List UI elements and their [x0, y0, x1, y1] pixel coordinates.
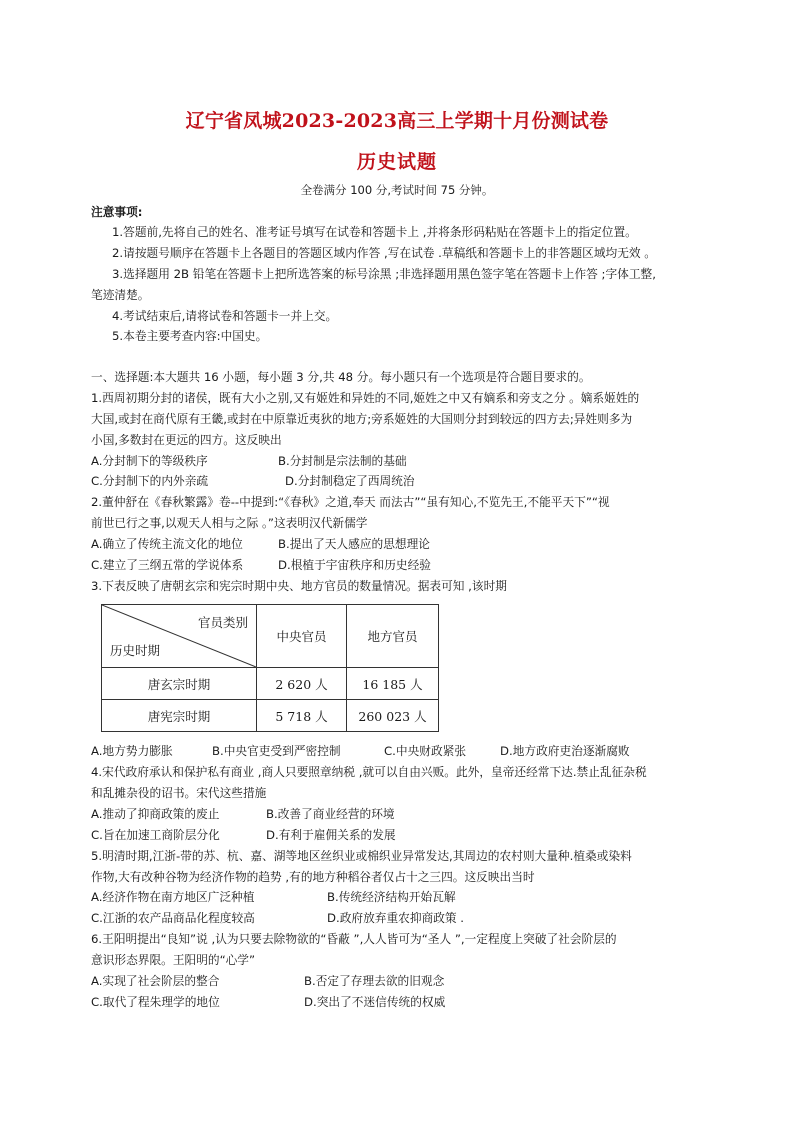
question-stem: 3.下表反映了唐朝玄宗和宪宗时期中央、地方官员的数量情况。据表可知 ,该时期: [91, 579, 507, 593]
note-item: 3.选择题用 2B 铅笔在答题卡上把所选答案的标号涂黑 ;非选择题用黑色签字笔在答题卡上作答 ;字体工整,: [112, 267, 656, 281]
option-b: B.提出了天人感应的思想理论: [278, 537, 430, 551]
question-stem: 前世已行之事,以观天人相与之际 。”这表明汉代新儒学: [91, 516, 368, 530]
option-d: D.地方政府吏治逐渐腐败: [500, 744, 630, 758]
option-a: A.推动了抑商政策的废止: [91, 807, 220, 821]
option-d: D.突出了不迷信传统的权威: [304, 995, 446, 1009]
note-item: 2.请按题号顺序在答题卡上各题目的答题区域内作答 ,写在试卷 .草稿纸和答题卡上的非答题区域均无效 。: [112, 246, 656, 260]
option-d: D.政府放弃重农抑商政策 .: [327, 911, 465, 925]
question-stem: 和乱摊杂役的诏书。宋代这些措施: [91, 786, 267, 800]
local-cell: 16 185 人: [347, 668, 439, 700]
question-stem: 6.王阳明提出“良知”说 ,认为只要去除物欲的“昏蔽 ”,人人皆可为“圣人 ”,一定程度上突破了社会阶层的: [91, 932, 617, 946]
question-stem: 作物,大有改种谷物为经济作物的趋势 ,有的地方种稻谷者仅占十之三四。这反映出当时: [91, 870, 535, 884]
question-stem: 4.宋代政府承认和保护私有商业 ,商人只要照章纳税 ,就可以自由兴贩。此外，皇帝还经常下达.禁止乱征杂税: [91, 765, 647, 779]
question-stem: 2.董仲舒在《春秋繁露》卷--中提到:“《春秋》之道,奉天 而法古”“虽有知心,不览先王,不能平天下”“视: [91, 495, 610, 509]
option-a: A.经济作物在南方地区广泛种植: [91, 890, 255, 904]
question-stem: 5.明清时期,江浙-带的苏、杭、嘉、湖等地区丝织业或棉织业异常发达,其周边的农村则大量种.植桑或染料: [91, 849, 632, 863]
column-header: 中央官员: [257, 605, 347, 668]
diagonal-header-cell: [102, 605, 257, 668]
option-d: D.根植于宇宙秩序和历史经验: [278, 558, 431, 572]
option-b: B.改善了商业经营的环境: [266, 807, 395, 821]
column-header: 地方官员: [347, 605, 439, 668]
option-b: B.传统经济结构开始瓦解: [327, 890, 456, 904]
option-c: C.分封制下的内外亲疏: [91, 474, 209, 488]
option-c: C.旨在加速工商阶层分化: [91, 828, 220, 842]
note-item: 5.本卷主要考查内容:中国史。: [112, 329, 268, 343]
option-a: A.确立了传统主流文化的地位: [91, 537, 243, 551]
official-count-table: [101, 604, 439, 732]
question-stem: 意识形态界限。王阳明的“心学”: [91, 953, 256, 967]
diag-bottom-label: 历史时期: [110, 643, 161, 658]
note-item: 1.答题前,先将自己的姓名、准考证号填写在试卷和答题卡上 ,并将条形码粘贴在答题卡上的指定位置。: [112, 225, 637, 239]
note-item: 笔迹清楚。: [91, 288, 150, 302]
note-item: 4.考试结束后,请将试卷和答题卡一并上交。: [112, 309, 338, 323]
option-a: A.地方势力膨胀: [91, 744, 173, 758]
option-c: C.建立了三纲五常的学说体系: [91, 558, 244, 572]
option-a: A.分封制下的等级秩序: [91, 454, 208, 468]
question-stem: 小国,多数封在更远的四方。这反映出: [91, 433, 282, 447]
option-a: A.实现了社会阶层的整合: [91, 974, 220, 988]
local-cell: 260 023 人: [347, 700, 439, 732]
option-b: B.否定了存理去欲的旧观念: [304, 974, 445, 988]
notes-heading: 注意事项:: [91, 205, 143, 219]
section-intro: 一、选择题:本大题共 16 小题，每小题 3 分,共 48 分。每小题只有一个选项是符合题目要求的。: [91, 370, 591, 384]
question-stem: 1.西周初期分封的诸侯，既有大小之别,又有姬姓和异姓的不同,姬姓之中又有嫡系和旁支之分 。嫡系姬姓的: [91, 391, 640, 405]
table-header-row: [102, 605, 439, 668]
period-cell: 唐宪宗时期: [102, 700, 257, 732]
period-cell: 唐玄宗时期: [102, 668, 257, 700]
exam-info: 全卷满分 100 分,考试时间 75 分钟。: [300, 183, 494, 197]
option-d: D.分封制稳定了西周统治: [285, 474, 415, 488]
option-c: C.江浙的农产品商品化程度较高: [91, 911, 255, 925]
subject-title: 历史试题: [356, 151, 437, 173]
exam-title: 辽宁省凤城2023-2023高三上学期十月份测试卷: [185, 110, 609, 132]
table-row: [102, 700, 439, 732]
central-cell: 5 718 人: [257, 700, 347, 732]
option-c: C.中央财政紧张: [384, 744, 467, 758]
question-stem: 大国,或封在商代原有王畿,或封在中原靠近夷狄的地方;旁系姬姓的大国则分封到较远的四方去;异姓则多为: [91, 412, 633, 426]
option-b: B.中央官吏受到严密控制: [212, 744, 341, 758]
diag-top-label: 官员类别: [197, 615, 248, 630]
table-row: [102, 668, 439, 700]
option-d: D.有利于雇佣关系的发展: [266, 828, 396, 842]
option-c: C.取代了程朱理学的地位: [91, 995, 220, 1009]
central-cell: 2 620 人: [257, 668, 347, 700]
option-b: B.分封制是宗法制的基础: [278, 454, 407, 468]
